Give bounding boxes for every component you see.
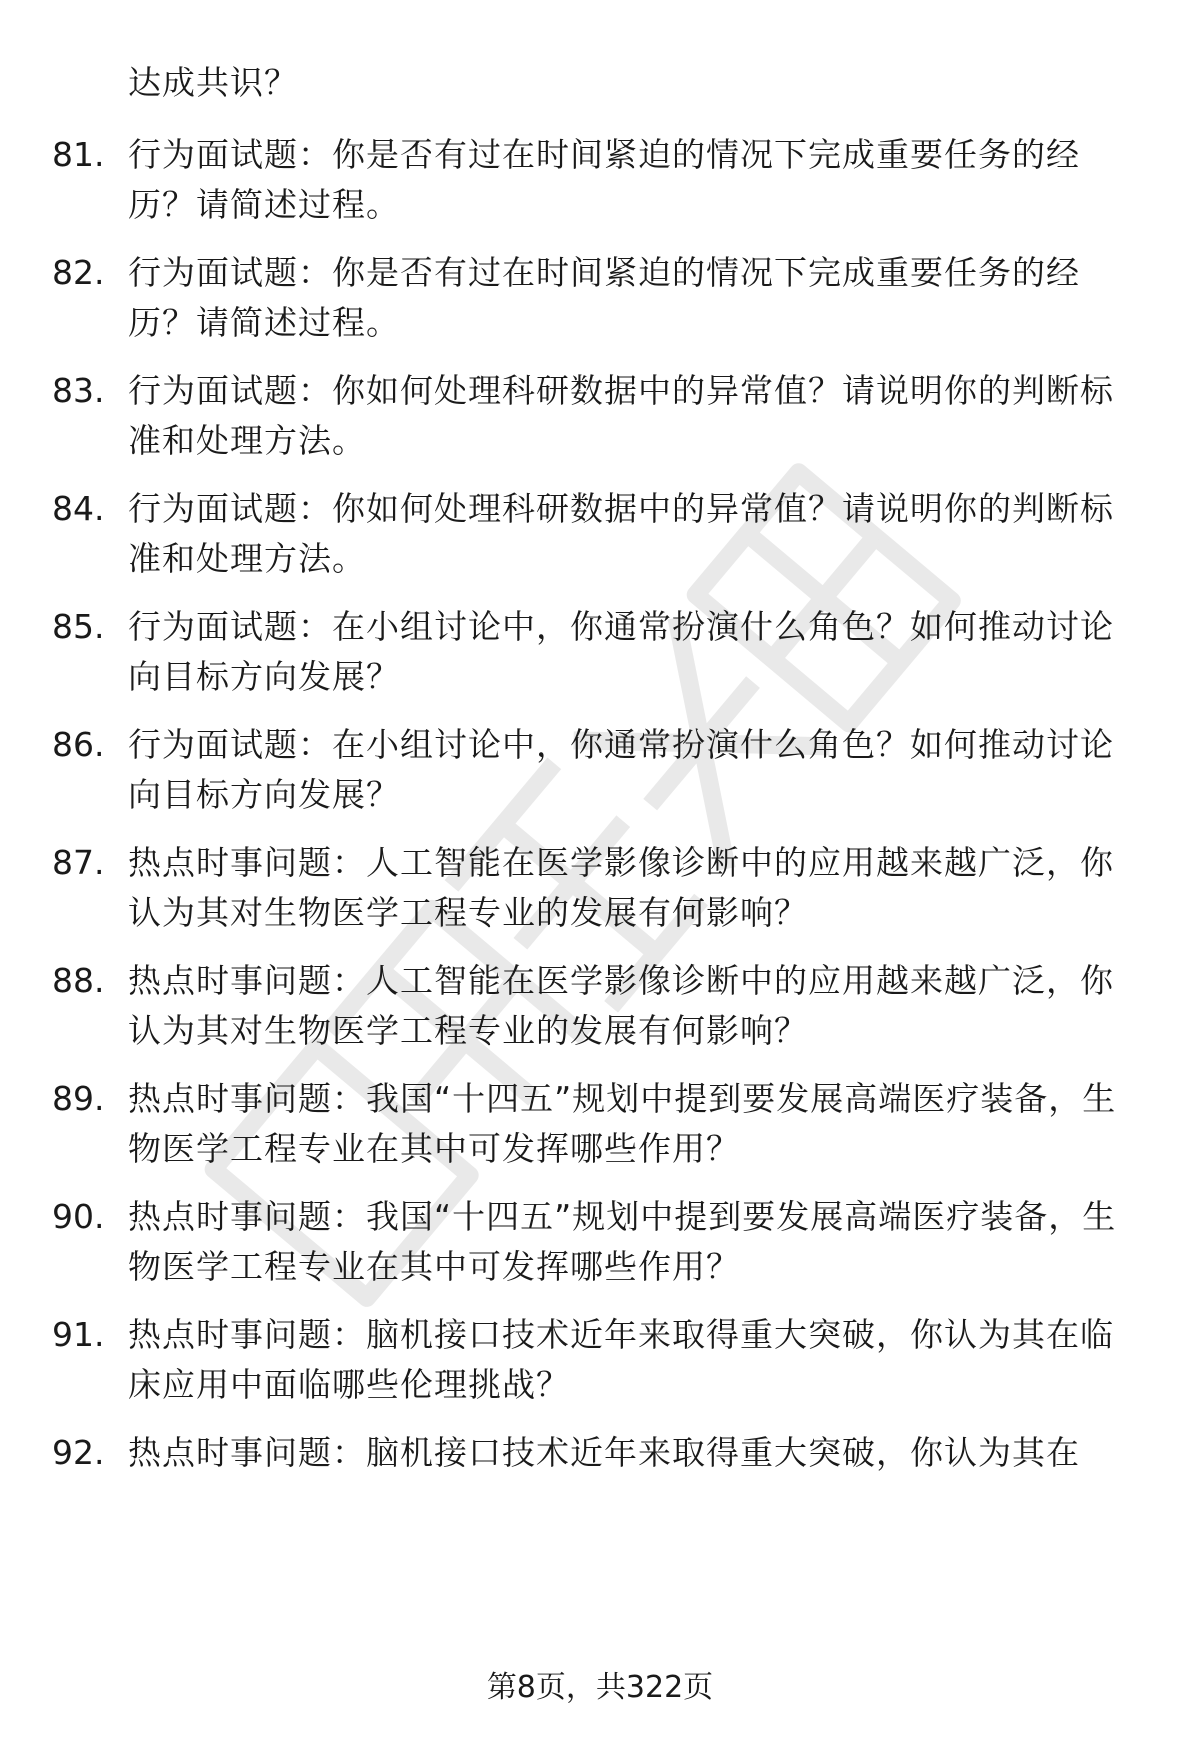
question-text: 热点时事问题：人工智能在医学影像诊断中的应用越来越广泛，你认为其对生物医学工程专业的发展有何影响？: [128, 961, 1114, 1050]
question-number: 87.: [52, 843, 105, 882]
question-text: 行为面试题：你是否有过在时间紧迫的情况下完成重要任务的经历？请简述过程。: [128, 135, 1080, 224]
question-item: [52, 602, 1152, 702]
question-text: 行为面试题：你如何处理科研数据中的异常值？请说明你的判断标准和处理方法。: [128, 489, 1114, 578]
question-number: 86.: [52, 725, 105, 764]
question-number: 89.: [52, 1079, 105, 1118]
question-text: 行为面试题：在小组讨论中，你通常扮演什么角色？如何推动讨论向目标方向发展？: [128, 725, 1114, 814]
question-text: 热点时事问题：脑机接口技术近年来取得重大突破，你认为其在: [128, 1433, 1080, 1472]
question-number: 90.: [52, 1197, 105, 1236]
question-number: 81.: [52, 135, 105, 174]
question-item: [52, 838, 1152, 938]
continuation-text: 达成共识？: [128, 63, 298, 102]
question-item: [52, 1310, 1152, 1410]
question-item: [52, 720, 1152, 820]
question-text: 热点时事问题：脑机接口技术近年来取得重大突破，你认为其在临床应用中面临哪些伦理挑战？: [128, 1315, 1114, 1404]
question-number: 85.: [52, 607, 105, 646]
question-text: 热点时事问题：人工智能在医学影像诊断中的应用越来越广泛，你认为其对生物医学工程专业的发展有何影响？: [128, 843, 1114, 932]
question-text: 行为面试题：在小组讨论中，你通常扮演什么角色？如何推动讨论向目标方向发展？: [128, 607, 1114, 696]
question-number: 88.: [52, 961, 105, 1000]
question-number: 92.: [52, 1433, 105, 1472]
question-number: 83.: [52, 371, 105, 410]
question-item: [52, 484, 1152, 584]
question-item: [52, 956, 1152, 1056]
page-footer: 第8页，共322页: [486, 1670, 714, 1705]
question-item: [52, 1074, 1152, 1174]
question-item: [52, 1192, 1152, 1292]
question-number: 84.: [52, 489, 105, 528]
question-item: [52, 1428, 1152, 1478]
question-item: [52, 366, 1152, 466]
question-item: [52, 130, 1152, 230]
question-text: 行为面试题：你如何处理科研数据中的异常值？请说明你的判断标准和处理方法。: [128, 371, 1114, 460]
question-text: 行为面试题：你是否有过在时间紧迫的情况下完成重要任务的经历？请简述过程。: [128, 253, 1080, 342]
question-text: 热点时事问题：我国“十四五”规划中提到要发展高端医疗装备，生物医学工程专业在其中可发挥哪些作用？: [128, 1079, 1117, 1168]
question-item: [52, 248, 1152, 348]
question-text: 热点时事问题：我国“十四五”规划中提到要发展高端医疗装备，生物医学工程专业在其中可发挥哪些作用？: [128, 1197, 1117, 1286]
question-number: 82.: [52, 253, 105, 292]
question-number: 91.: [52, 1315, 105, 1354]
